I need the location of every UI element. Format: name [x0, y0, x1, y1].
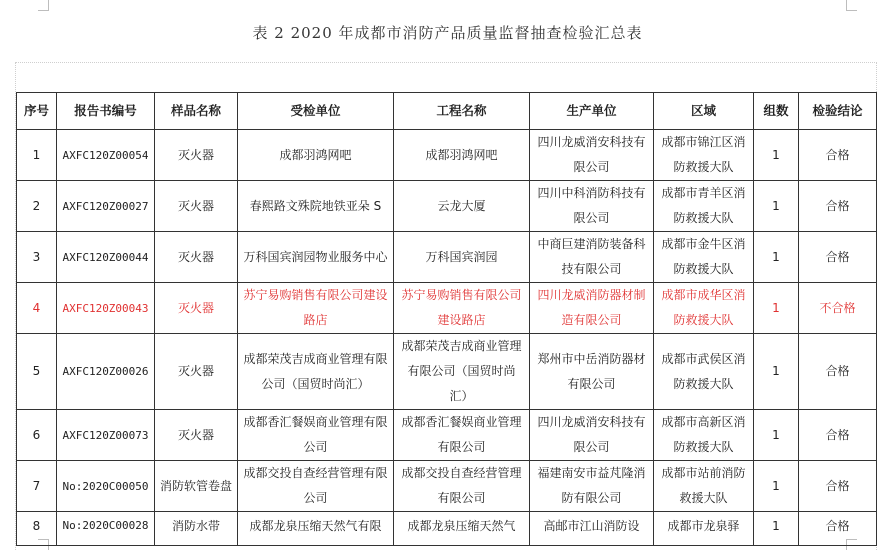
- cell-sample: 灭火器: [155, 232, 238, 283]
- cell-no: 1: [17, 130, 57, 181]
- cell-area: 成都市武侯区消防救援大队: [654, 334, 754, 410]
- cell-report-number: AXFC120Z00026: [57, 334, 155, 410]
- header-cell: 组数: [754, 93, 799, 130]
- cell-project: 成都羽鸿网吧: [394, 130, 530, 181]
- cell-project: 成都荣茂吉成商业管理有限公司（国贸时尚汇）: [394, 334, 530, 410]
- header-cell: 区域: [654, 93, 754, 130]
- cell-no: 6: [17, 410, 57, 461]
- cell-inspected-unit: 苏宁易购销售有限公司建设路店: [238, 283, 394, 334]
- cell-sample: 灭火器: [155, 334, 238, 410]
- cell-no: 4: [17, 283, 57, 334]
- table-header-row: [17, 93, 877, 130]
- cell-inspected-unit: 春熙路文殊院地铁亚朵 S: [238, 181, 394, 232]
- cell-groups: 1: [754, 232, 799, 283]
- cell-project: 苏宁易购销售有限公司建设路店: [394, 283, 530, 334]
- cell-inspected-unit: 成都羽鸿网吧: [238, 130, 394, 181]
- cell-area: 成都市金牛区消防救援大队: [654, 232, 754, 283]
- cell-report-number: No:2020C00028: [57, 512, 155, 546]
- table-row: [17, 461, 877, 512]
- cell-manufacturer: 四川龙威消防器材制造有限公司: [530, 283, 654, 334]
- cell-manufacturer: 四川中科消防科技有限公司: [530, 181, 654, 232]
- cell-inspected-unit: 成都交投自查经营管理有限公司: [238, 461, 394, 512]
- cell-area: 成都市成华区消防救援大队: [654, 283, 754, 334]
- cell-area: 成都市龙泉驿: [654, 512, 754, 546]
- cell-result: 合格: [799, 181, 877, 232]
- cell-report-number: AXFC120Z00043: [57, 283, 155, 334]
- header-cell: 受检单位: [238, 93, 394, 130]
- cell-project: 云龙大厦: [394, 181, 530, 232]
- table-row: [17, 512, 877, 546]
- cell-groups: 1: [754, 181, 799, 232]
- table-row: [17, 232, 877, 283]
- header-cell: 生产单位: [530, 93, 654, 130]
- header-cell: 序号: [17, 93, 57, 130]
- cell-area: 成都市高新区消防救援大队: [654, 410, 754, 461]
- cell-sample: 灭火器: [155, 410, 238, 461]
- cell-sample: 灭火器: [155, 283, 238, 334]
- cell-sample: 消防水带: [155, 512, 238, 546]
- cell-report-number: AXFC120Z00027: [57, 181, 155, 232]
- cell-area: 成都市青羊区消防救援大队: [654, 181, 754, 232]
- cell-result: 合格: [799, 410, 877, 461]
- table-row-failed: [17, 283, 877, 334]
- header-cell: 工程名称: [394, 93, 530, 130]
- cell-manufacturer: 福建南安市益芃隆消防有限公司: [530, 461, 654, 512]
- cell-sample: 灭火器: [155, 181, 238, 232]
- cell-result: 合格: [799, 334, 877, 410]
- document-title: 表 2 2020 年成都市消防产品质量监督抽查检验汇总表: [252, 24, 643, 42]
- cell-manufacturer: 中商巨建消防装备科技有限公司: [530, 232, 654, 283]
- cell-report-number: AXFC120Z00044: [57, 232, 155, 283]
- cell-report-number: No:2020C00050: [57, 461, 155, 512]
- cell-report-number: AXFC120Z00073: [57, 410, 155, 461]
- cell-area: 成都市站前消防救援大队: [654, 461, 754, 512]
- table-row: [17, 130, 877, 181]
- cell-groups: 1: [754, 283, 799, 334]
- cell-groups: 1: [754, 512, 799, 546]
- cell-groups: 1: [754, 410, 799, 461]
- cell-groups: 1: [754, 334, 799, 410]
- cell-result: 合格: [799, 461, 877, 512]
- table-row: [17, 181, 877, 232]
- cell-result: 合格: [799, 512, 877, 546]
- page-corner-mark: [38, 0, 49, 11]
- cell-sample: 灭火器: [155, 130, 238, 181]
- header-cell: 检验结论: [799, 93, 877, 130]
- cell-project: 成都香汇餐娱商业管理有限公司: [394, 410, 530, 461]
- table-row: [17, 334, 877, 410]
- cell-sample: 消防软管卷盘: [155, 461, 238, 512]
- cell-area: 成都市锦江区消防救援大队: [654, 130, 754, 181]
- table-row: [17, 410, 877, 461]
- cell-result: 合格: [799, 130, 877, 181]
- header-cell: 报告书编号: [57, 93, 155, 130]
- cell-inspected-unit: 成都荣茂吉成商业管理有限公司（国贸时尚汇）: [238, 334, 394, 410]
- cell-groups: 1: [754, 461, 799, 512]
- cell-no: 3: [17, 232, 57, 283]
- cell-project: 成都交投自查经营管理有限公司: [394, 461, 530, 512]
- cell-manufacturer: 四川龙威消安科技有限公司: [530, 410, 654, 461]
- cell-manufacturer: 郑州市中岳消防器材有限公司: [530, 334, 654, 410]
- cell-inspected-unit: 成都香汇餐娱商业管理有限公司: [238, 410, 394, 461]
- cell-no: 7: [17, 461, 57, 512]
- cell-no: 2: [17, 181, 57, 232]
- header-cell: 样品名称: [155, 93, 238, 130]
- cell-groups: 1: [754, 130, 799, 181]
- cell-result: 不合格: [799, 283, 877, 334]
- cell-result: 合格: [799, 232, 877, 283]
- cell-no: 8: [17, 512, 57, 546]
- cell-manufacturer: 高邮市江山消防设: [530, 512, 654, 546]
- cell-project: 成都龙泉压缩天然气: [394, 512, 530, 546]
- cell-manufacturer: 四川龙威消安科技有限公司: [530, 130, 654, 181]
- cell-inspected-unit: 万科国宾润园物业服务中心: [238, 232, 394, 283]
- cell-report-number: AXFC120Z00054: [57, 130, 155, 181]
- cell-no: 5: [17, 334, 57, 410]
- page-corner-mark: [846, 0, 857, 11]
- cell-project: 万科国宾润园: [394, 232, 530, 283]
- inspection-summary-table: [16, 92, 877, 546]
- cell-inspected-unit: 成都龙泉压缩天然气有限: [238, 512, 394, 546]
